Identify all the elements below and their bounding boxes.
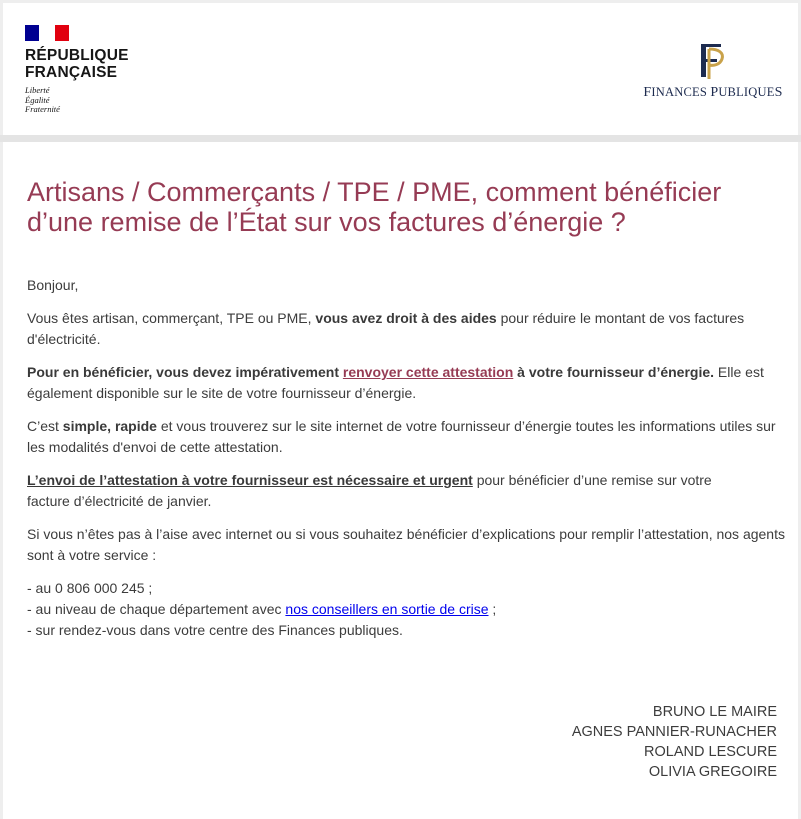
email-header — [3, 3, 798, 135]
rf-name-line2: FRANÇAISE — [25, 64, 118, 81]
paragraph-aides: Vous êtes artisan, commerçant, TPE ou PME, vous avez droit à des aides pour réduire le montant de vos factures d'électricité. — [27, 310, 745, 347]
list-item-rdv: - sur rendez-vous dans votre centre des Finances publiques. — [27, 622, 403, 638]
header-divider — [0, 135, 801, 142]
fp-logo-text: FINANCES PUBLIQUES — [643, 85, 783, 100]
conseillers-link[interactable]: nos conseillers en sortie de crise — [285, 601, 489, 617]
rf-motto-line1: Liberté — [25, 85, 50, 95]
paragraph-urgent: L’envoi de l’attestation à votre fournisseur est nécessaire et urgent pour bénéficier d’une remise sur votre facture d’électricité de janvier. — [27, 472, 712, 509]
marianne-profile-icon — [35, 27, 57, 40]
rf-motto-line3: Fraternité — [25, 104, 60, 114]
signature-4: OLIVIA GREGOIRE — [648, 764, 777, 780]
rf-name-line1: RÉPUBLIQUE — [25, 47, 129, 64]
email-body — [3, 142, 798, 819]
paragraph-assistance: Si vous n’êtes pas à l’aise avec internet ou si vous souhaitez bénéficier d’explications pour remplir l’attestation, nos agents sont à votre service : — [27, 526, 785, 563]
tricolor-flag-icon — [25, 25, 69, 41]
attestation-link[interactable]: renvoyer cette attestation — [342, 364, 514, 380]
greeting: Bonjour, — [27, 277, 79, 293]
rf-motto-line2: Égalité — [25, 94, 50, 105]
republique-francaise-logo — [25, 25, 155, 125]
signature-1: BRUNO LE MAIRE — [652, 704, 777, 720]
signature-3: ROLAND LESCURE — [644, 744, 777, 760]
signatures — [572, 702, 777, 782]
paragraph-simple: C’est simple, rapide et vous trouverez sur le site internet de votre fournisseur d’énergie toutes les informations utiles sur les modalités d'envoi de cette attestation. — [27, 418, 776, 455]
list-item-phone: - au 0 806 000 245 ; — [27, 580, 153, 596]
email-title: Artisans / Commerçants / TPE / PME, comment bénéficier d’une remise de l’État sur vos factures d’énergie ? — [27, 177, 722, 237]
paragraph-attestation: Pour en bénéficier, vous devez impérativement renvoyer cette attestation à votre fournisseur d’énergie. Elle est également disponible sur le site de votre fournisseur d’énergie. — [27, 364, 764, 401]
finances-publiques-logo — [643, 39, 783, 109]
assistance-list: - au 0 806 000 245 ; - au niveau de chaque département avec nos conseillers en sortie de crise ; - sur rendez-vous dans votre centre des Finances publiques. — [27, 580, 497, 638]
email-text — [27, 275, 787, 653]
signature-2: AGNES PANNIER-RUNACHER — [571, 724, 777, 740]
fp-monogram-icon — [695, 39, 727, 81]
